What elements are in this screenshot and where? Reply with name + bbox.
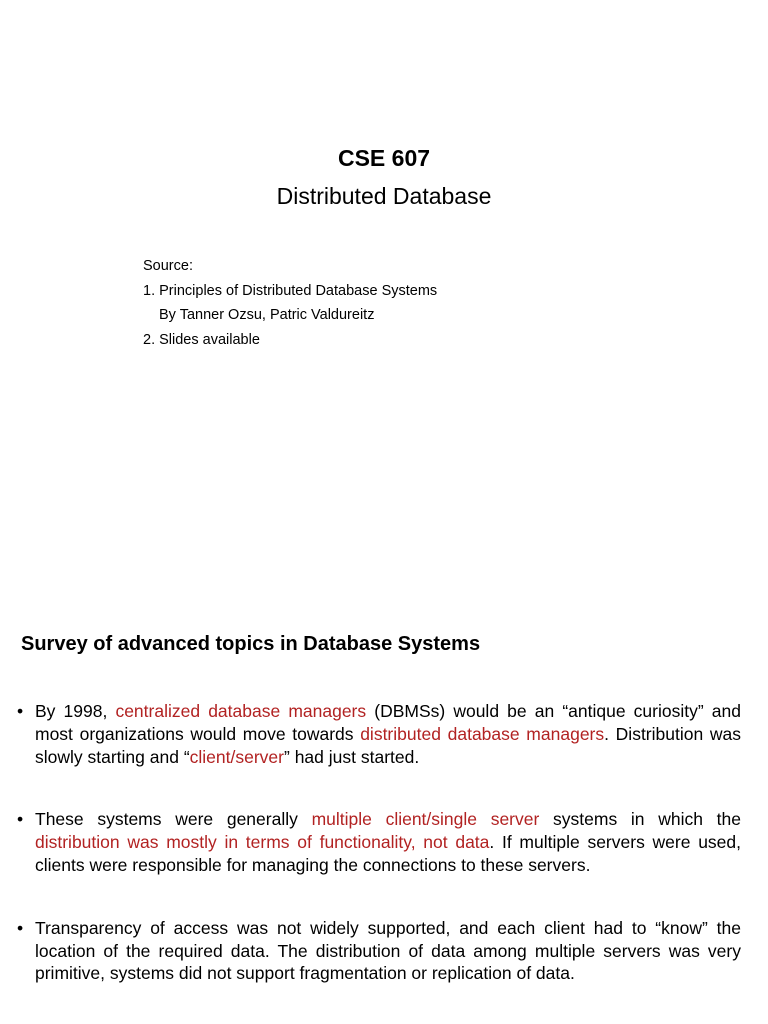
bullet-icon: • [17, 917, 24, 938]
source-item-2: 2. Slides available [143, 331, 260, 348]
bullet-text: systems in which the [539, 809, 741, 830]
bullet-text: ” had just started. [284, 746, 420, 767]
bullet-icon: • [17, 809, 24, 830]
highlight-text: multiple client/single server [311, 809, 540, 830]
source-item-1-authors: By Tanner Ozsu, Patric Valdureitz [159, 307, 375, 323]
source-block [143, 254, 437, 352]
bullet-item [17, 700, 741, 768]
highlight-text: centralized database managers [115, 701, 367, 721]
highlight-text: distribution was mostly in terms of functionality, not data [35, 832, 490, 853]
course-code: CSE 607 [337, 145, 431, 171]
slide-heading: Survey of advanced topics in Database Systems [21, 633, 481, 655]
bullet-list [0, 700, 768, 985]
course-name: Distributed Database [276, 183, 492, 209]
bullet-text: (DBMSs) would be an “antique curiosity” and most organizations would move towards [35, 701, 741, 744]
bullet-item [17, 917, 741, 985]
source-item-1: 1. Principles of Distributed Database Systems [143, 282, 438, 299]
highlight-text: client/server [189, 746, 284, 767]
bullet-text: . Distribution was slowly starting and “ [35, 723, 741, 767]
content-slide [0, 610, 768, 1024]
bullet-icon: • [17, 701, 24, 721]
source-label: Source: [143, 258, 193, 274]
bullet-text: These systems were generally [35, 809, 312, 830]
highlight-text: distributed database managers [360, 723, 605, 744]
bullet-item [17, 808, 742, 876]
bullet-text: By 1998, [35, 701, 116, 721]
bullet-text: . If multiple servers were used, clients were responsible for managing the connections to these servers. [35, 832, 742, 875]
bullet-text: Transparency of access was not widely supported, and each client had to “know” the location of the required data. The distribution of data among multiple servers was very primitive, systems did not support fragmentation or replication of data. [35, 917, 741, 984]
